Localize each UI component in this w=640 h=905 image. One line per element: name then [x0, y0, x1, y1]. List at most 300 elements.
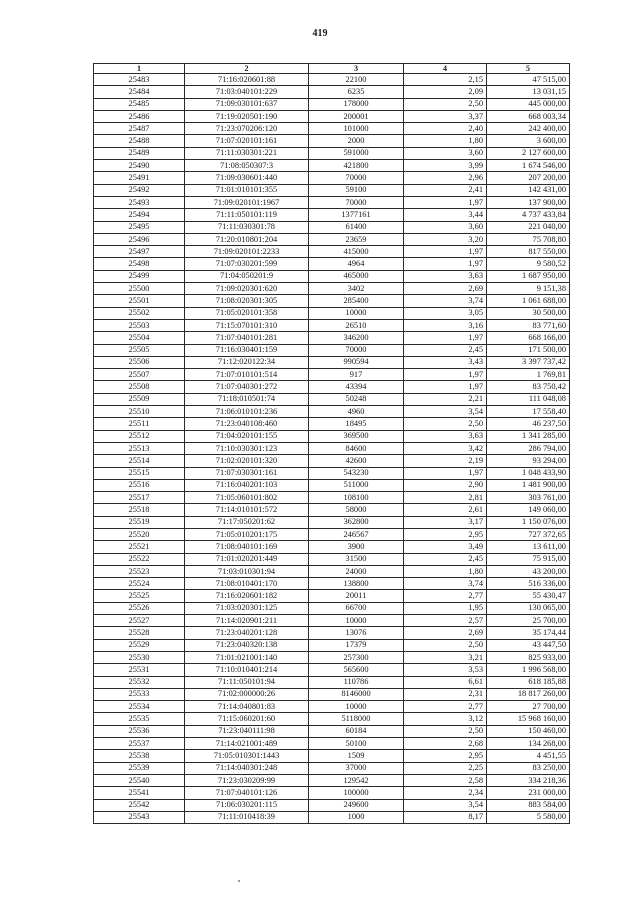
row-number-cell: 25511 — [94, 418, 185, 430]
cadastral-number-cell: 71:11:050101:119 — [185, 209, 309, 221]
table-row — [94, 725, 570, 737]
cadastral-number-cell: 71:08:010401:170 — [185, 578, 309, 590]
area-cell: 421800 — [309, 160, 404, 172]
row-number-cell: 25500 — [94, 283, 185, 295]
row-number-cell: 25513 — [94, 442, 185, 454]
rate-cell: 3,16 — [404, 319, 487, 331]
row-number-cell: 25515 — [94, 467, 185, 479]
table-row — [94, 98, 570, 110]
table-row — [94, 307, 570, 319]
rate-cell: 1,97 — [404, 332, 487, 344]
rate-cell: 2,50 — [404, 639, 487, 651]
area-cell: 31500 — [309, 553, 404, 565]
area-cell: 18495 — [309, 418, 404, 430]
cadastral-number-cell: 71:23:040201:128 — [185, 627, 309, 639]
cadastral-number-cell: 71:10:030301:123 — [185, 442, 309, 454]
cadastral-number-cell: 71:06:010101:236 — [185, 406, 309, 418]
value-cell: 13 031,15 — [487, 86, 570, 98]
rate-cell: 3,44 — [404, 209, 487, 221]
rate-cell: 2,57 — [404, 615, 487, 627]
row-number-cell: 25541 — [94, 787, 185, 799]
row-number-cell: 25495 — [94, 221, 185, 233]
rate-cell: 2,81 — [404, 492, 487, 504]
area-cell: 26510 — [309, 319, 404, 331]
value-cell: 111 048,08 — [487, 393, 570, 405]
table-row — [94, 123, 570, 135]
value-cell: 47 515,00 — [487, 74, 570, 86]
table-row — [94, 283, 570, 295]
table-row — [94, 233, 570, 245]
table-row — [94, 688, 570, 700]
table-row — [94, 639, 570, 651]
row-number-cell: 25484 — [94, 86, 185, 98]
row-number-cell: 25522 — [94, 553, 185, 565]
table-row — [94, 369, 570, 381]
value-cell: 303 761,00 — [487, 492, 570, 504]
row-number-cell: 25489 — [94, 147, 185, 159]
row-number-cell: 25527 — [94, 615, 185, 627]
area-cell: 23659 — [309, 233, 404, 245]
value-cell: 134 268,00 — [487, 738, 570, 750]
value-cell: 75 915,00 — [487, 553, 570, 565]
rate-cell: 3,54 — [404, 406, 487, 418]
table-row — [94, 615, 570, 627]
cadastral-number-cell: 71:16:020601:182 — [185, 590, 309, 602]
row-number-cell: 25496 — [94, 233, 185, 245]
value-cell: 83 250,00 — [487, 762, 570, 774]
table-row — [94, 196, 570, 208]
row-number-cell: 25540 — [94, 774, 185, 786]
area-cell: 1377161 — [309, 209, 404, 221]
table-row — [94, 381, 570, 393]
rate-cell: 2,19 — [404, 455, 487, 467]
cadastral-number-cell: 71:07:030301:161 — [185, 467, 309, 479]
table-row — [94, 762, 570, 774]
area-cell: 13076 — [309, 627, 404, 639]
row-number-cell: 25504 — [94, 332, 185, 344]
row-number-cell: 25529 — [94, 639, 185, 651]
table-row — [94, 221, 570, 233]
value-cell: 207 200,00 — [487, 172, 570, 184]
value-cell: 137 900,00 — [487, 196, 570, 208]
cadastral-number-cell: 71:23:070206:120 — [185, 123, 309, 135]
row-number-cell: 25510 — [94, 406, 185, 418]
rate-cell: 3,60 — [404, 221, 487, 233]
cadastral-number-cell: 71:18:010501:74 — [185, 393, 309, 405]
value-cell: 142 431,00 — [487, 184, 570, 196]
value-cell: 1 481 900,00 — [487, 479, 570, 491]
table-row — [94, 393, 570, 405]
area-cell: 129542 — [309, 774, 404, 786]
rate-cell: 2,96 — [404, 172, 487, 184]
cadastral-number-cell: 71:17:050201:62 — [185, 516, 309, 528]
cadastral-number-cell: 71:07:040101:126 — [185, 787, 309, 799]
rate-cell: 2,58 — [404, 774, 487, 786]
rate-cell: 2,95 — [404, 750, 487, 762]
rate-cell: 2,90 — [404, 479, 487, 491]
row-number-cell: 25499 — [94, 270, 185, 282]
table-row — [94, 319, 570, 331]
table-row — [94, 701, 570, 713]
cadastral-number-cell: 71:05:010201:175 — [185, 528, 309, 540]
row-number-cell: 25490 — [94, 160, 185, 172]
cadastral-number-cell: 71:23:040111:98 — [185, 725, 309, 737]
cadastral-number-cell: 71:08:040101:169 — [185, 541, 309, 553]
rate-cell: 2,45 — [404, 553, 487, 565]
area-cell: 37000 — [309, 762, 404, 774]
table-row — [94, 406, 570, 418]
value-cell: 150 460,00 — [487, 725, 570, 737]
row-number-cell: 25542 — [94, 799, 185, 811]
cadastral-number-cell: 71:20:010801:204 — [185, 233, 309, 245]
cadastral-number-cell: 71:01:021001:140 — [185, 651, 309, 663]
row-number-cell: 25509 — [94, 393, 185, 405]
table-row — [94, 430, 570, 442]
area-cell: 465000 — [309, 270, 404, 282]
table-row — [94, 258, 570, 270]
rate-cell: 3,12 — [404, 713, 487, 725]
table-row — [94, 172, 570, 184]
rate-cell: 2,68 — [404, 738, 487, 750]
rate-cell: 3,60 — [404, 147, 487, 159]
cadastral-number-cell: 71:16:040201:103 — [185, 479, 309, 491]
row-number-cell: 25537 — [94, 738, 185, 750]
value-cell: 4 737 433,84 — [487, 209, 570, 221]
cadastral-number-cell: 71:03:010301:94 — [185, 565, 309, 577]
row-number-cell: 25532 — [94, 676, 185, 688]
cadastral-number-cell: 71:06:030201:115 — [185, 799, 309, 811]
area-cell: 2000 — [309, 135, 404, 147]
table-row — [94, 110, 570, 122]
cadastral-number-cell: 71:09:020101:2233 — [185, 246, 309, 258]
rate-cell: 2,95 — [404, 528, 487, 540]
cadastral-number-cell: 71:07:010101:514 — [185, 369, 309, 381]
value-cell: 17 558,40 — [487, 406, 570, 418]
cadastral-number-cell: 71:09:020301:620 — [185, 283, 309, 295]
cadastral-number-cell: 71:09:030601:440 — [185, 172, 309, 184]
area-cell: 246567 — [309, 528, 404, 540]
cadastral-number-cell: 71:05:020101:358 — [185, 307, 309, 319]
cadastral-number-cell: 71:01:010101:355 — [185, 184, 309, 196]
table-row — [94, 516, 570, 528]
rate-cell: 3,63 — [404, 430, 487, 442]
value-cell: 1 150 076,00 — [487, 516, 570, 528]
table-row — [94, 184, 570, 196]
row-number-cell: 25485 — [94, 98, 185, 110]
value-cell: 334 218,36 — [487, 774, 570, 786]
rate-cell: 3,63 — [404, 270, 487, 282]
cadastral-number-cell: 71:09:020101:1967 — [185, 196, 309, 208]
area-cell: 285400 — [309, 295, 404, 307]
column-header-2: 2 — [185, 64, 309, 74]
rate-cell: 2,25 — [404, 762, 487, 774]
table-row — [94, 479, 570, 491]
row-number-cell: 25506 — [94, 356, 185, 368]
value-cell: 5 580,00 — [487, 811, 570, 823]
cadastral-number-cell: 71:07:020101:161 — [185, 135, 309, 147]
row-number-cell: 25514 — [94, 455, 185, 467]
cadastral-number-cell: 71:02:000000:26 — [185, 688, 309, 700]
value-cell: 516 336,00 — [487, 578, 570, 590]
area-cell: 60184 — [309, 725, 404, 737]
table-row — [94, 713, 570, 725]
rate-cell: 3,42 — [404, 442, 487, 454]
scan-speck — [238, 880, 240, 882]
value-cell: 242 400,00 — [487, 123, 570, 135]
value-cell: 83 771,60 — [487, 319, 570, 331]
rate-cell: 2,09 — [404, 86, 487, 98]
area-cell: 257300 — [309, 651, 404, 663]
area-cell: 543230 — [309, 467, 404, 479]
rate-cell: 2,34 — [404, 787, 487, 799]
value-cell: 130 065,00 — [487, 602, 570, 614]
column-header-4: 4 — [404, 64, 487, 74]
cadastral-number-cell: 71:23:040320:138 — [185, 639, 309, 651]
rate-cell: 3,43 — [404, 356, 487, 368]
rate-cell: 2,40 — [404, 123, 487, 135]
rate-cell: 2,50 — [404, 725, 487, 737]
value-cell: 35 174,44 — [487, 627, 570, 639]
rate-cell: 1,80 — [404, 135, 487, 147]
area-cell: 1000 — [309, 811, 404, 823]
value-cell: 25 700,00 — [487, 615, 570, 627]
area-cell: 3402 — [309, 283, 404, 295]
value-cell: 3 397 737,42 — [487, 356, 570, 368]
area-cell: 3900 — [309, 541, 404, 553]
cadastral-number-cell: 71:09:030101:637 — [185, 98, 309, 110]
value-cell: 618 185,88 — [487, 676, 570, 688]
table-row — [94, 74, 570, 86]
value-cell: 221 040,00 — [487, 221, 570, 233]
area-cell: 10000 — [309, 701, 404, 713]
row-number-cell: 25543 — [94, 811, 185, 823]
rate-cell: 3,99 — [404, 160, 487, 172]
table-row — [94, 664, 570, 676]
rate-cell: 3,74 — [404, 295, 487, 307]
row-number-cell: 25498 — [94, 258, 185, 270]
value-cell: 1 687 950,00 — [487, 270, 570, 282]
cadastral-number-cell: 71:11:010418:39 — [185, 811, 309, 823]
table-row — [94, 455, 570, 467]
table-row — [94, 541, 570, 553]
row-number-cell: 25505 — [94, 344, 185, 356]
rate-cell: 1,97 — [404, 381, 487, 393]
table-row — [94, 147, 570, 159]
cadastral-number-cell: 71:23:030209:99 — [185, 774, 309, 786]
area-cell: 4964 — [309, 258, 404, 270]
value-cell: 171 500,00 — [487, 344, 570, 356]
rate-cell: 2,50 — [404, 418, 487, 430]
row-number-cell: 25497 — [94, 246, 185, 258]
table-row — [94, 738, 570, 750]
column-header-5: 5 — [487, 64, 570, 74]
area-cell: 70000 — [309, 172, 404, 184]
table-row — [94, 528, 570, 540]
area-cell: 84600 — [309, 442, 404, 454]
table-row — [94, 246, 570, 258]
area-cell: 50248 — [309, 393, 404, 405]
row-number-cell: 25488 — [94, 135, 185, 147]
value-cell: 83 750,42 — [487, 381, 570, 393]
table-row — [94, 504, 570, 516]
table-row — [94, 442, 570, 454]
area-cell: 249600 — [309, 799, 404, 811]
cadastral-number-cell: 71:07:040101:281 — [185, 332, 309, 344]
value-cell: 13 611,00 — [487, 541, 570, 553]
table-row — [94, 602, 570, 614]
rate-cell: 3,54 — [404, 799, 487, 811]
value-cell: 825 933,00 — [487, 651, 570, 663]
cadastral-number-cell: 71:02:020101:320 — [185, 455, 309, 467]
table-row — [94, 590, 570, 602]
value-cell: 2 127 600,00 — [487, 147, 570, 159]
row-number-cell: 25483 — [94, 74, 185, 86]
table-row — [94, 787, 570, 799]
value-cell: 46 237,50 — [487, 418, 570, 430]
cadastral-number-cell: 71:08:050307:3 — [185, 160, 309, 172]
cadastral-number-cell: 71:16:030401:159 — [185, 344, 309, 356]
value-cell: 231 000,00 — [487, 787, 570, 799]
area-cell: 22100 — [309, 74, 404, 86]
area-cell: 369500 — [309, 430, 404, 442]
table-row — [94, 295, 570, 307]
row-number-cell: 25536 — [94, 725, 185, 737]
rate-cell: 3,21 — [404, 651, 487, 663]
row-number-cell: 25538 — [94, 750, 185, 762]
area-cell: 20011 — [309, 590, 404, 602]
rate-cell: 2,31 — [404, 688, 487, 700]
area-cell: 6235 — [309, 86, 404, 98]
row-number-cell: 25518 — [94, 504, 185, 516]
row-number-cell: 25539 — [94, 762, 185, 774]
value-cell: 93 294,00 — [487, 455, 570, 467]
table-row — [94, 553, 570, 565]
area-cell: 565600 — [309, 664, 404, 676]
value-cell: 1 769,81 — [487, 369, 570, 381]
rate-cell: 2,61 — [404, 504, 487, 516]
row-number-cell: 25492 — [94, 184, 185, 196]
area-cell: 511000 — [309, 479, 404, 491]
rate-cell: 8,17 — [404, 811, 487, 823]
value-cell: 43 200,00 — [487, 565, 570, 577]
row-number-cell: 25535 — [94, 713, 185, 725]
cadastral-number-cell: 71:08:020301:305 — [185, 295, 309, 307]
table-row — [94, 86, 570, 98]
rate-cell: 2,45 — [404, 344, 487, 356]
table-row — [94, 565, 570, 577]
area-cell: 362800 — [309, 516, 404, 528]
value-cell: 9 151,38 — [487, 283, 570, 295]
row-number-cell: 25517 — [94, 492, 185, 504]
area-cell: 101000 — [309, 123, 404, 135]
row-number-cell: 25491 — [94, 172, 185, 184]
row-number-cell: 25494 — [94, 209, 185, 221]
table-row — [94, 209, 570, 221]
cadastral-number-cell: 71:19:020501:190 — [185, 110, 309, 122]
rate-cell: 1,97 — [404, 196, 487, 208]
area-cell: 110786 — [309, 676, 404, 688]
value-cell: 18 817 260,00 — [487, 688, 570, 700]
cadastral-number-cell: 71:14:021001:489 — [185, 738, 309, 750]
table-body — [94, 74, 570, 824]
value-cell: 668 003,34 — [487, 110, 570, 122]
value-cell: 30 500,00 — [487, 307, 570, 319]
row-number-cell: 25528 — [94, 627, 185, 639]
area-cell: 200001 — [309, 110, 404, 122]
area-cell: 138800 — [309, 578, 404, 590]
area-cell: 58000 — [309, 504, 404, 516]
cadastral-number-cell: 71:12:020122:34 — [185, 356, 309, 368]
cadastral-number-cell: 71:14:040801:83 — [185, 701, 309, 713]
area-cell: 1509 — [309, 750, 404, 762]
row-number-cell: 25519 — [94, 516, 185, 528]
rate-cell: 3,17 — [404, 516, 487, 528]
cadastral-number-cell: 71:10:010401:214 — [185, 664, 309, 676]
cadastral-number-cell: 71:03:020301:125 — [185, 602, 309, 614]
area-cell: 59100 — [309, 184, 404, 196]
rate-cell: 2,15 — [404, 74, 487, 86]
area-cell: 43394 — [309, 381, 404, 393]
value-cell: 1 341 285,00 — [487, 430, 570, 442]
value-cell: 55 430,47 — [487, 590, 570, 602]
value-cell: 883 584,00 — [487, 799, 570, 811]
cadastral-number-cell: 71:14:010101:572 — [185, 504, 309, 516]
row-number-cell: 25525 — [94, 590, 185, 602]
column-header-3: 3 — [309, 64, 404, 74]
cadastral-number-cell: 71:11:050101:94 — [185, 676, 309, 688]
table-row — [94, 774, 570, 786]
table-row — [94, 811, 570, 823]
area-cell: 4960 — [309, 406, 404, 418]
cadastral-value-table — [93, 63, 570, 824]
cadastral-number-cell: 71:23:040108:460 — [185, 418, 309, 430]
area-cell: 17379 — [309, 639, 404, 651]
value-cell: 9 580,52 — [487, 258, 570, 270]
area-cell: 70000 — [309, 344, 404, 356]
area-cell: 990594 — [309, 356, 404, 368]
value-cell: 4 451,55 — [487, 750, 570, 762]
table-row — [94, 332, 570, 344]
row-number-cell: 25526 — [94, 602, 185, 614]
value-cell: 27 700,00 — [487, 701, 570, 713]
cadastral-number-cell: 71:15:070101:310 — [185, 319, 309, 331]
value-cell: 445 000,00 — [487, 98, 570, 110]
cadastral-number-cell: 71:11:030301:78 — [185, 221, 309, 233]
area-cell: 70000 — [309, 196, 404, 208]
area-cell: 50100 — [309, 738, 404, 750]
cadastral-number-cell: 71:16:020601:88 — [185, 74, 309, 86]
table-row — [94, 651, 570, 663]
row-number-cell: 25486 — [94, 110, 185, 122]
rate-cell: 3,74 — [404, 578, 487, 590]
rate-cell: 3,49 — [404, 541, 487, 553]
value-cell: 817 550,00 — [487, 246, 570, 258]
rate-cell: 3,53 — [404, 664, 487, 676]
area-cell: 10000 — [309, 615, 404, 627]
rate-cell: 1,97 — [404, 246, 487, 258]
area-cell: 61400 — [309, 221, 404, 233]
table-row — [94, 578, 570, 590]
cadastral-number-cell: 71:05:060101:802 — [185, 492, 309, 504]
row-number-cell: 25523 — [94, 565, 185, 577]
cadastral-number-cell: 71:07:040301:272 — [185, 381, 309, 393]
cadastral-number-cell: 71:14:020901:211 — [185, 615, 309, 627]
row-number-cell: 25521 — [94, 541, 185, 553]
value-cell: 43 447,50 — [487, 639, 570, 651]
cadastral-number-cell: 71:04:050201:9 — [185, 270, 309, 282]
table-row — [94, 135, 570, 147]
rate-cell: 2,69 — [404, 283, 487, 295]
